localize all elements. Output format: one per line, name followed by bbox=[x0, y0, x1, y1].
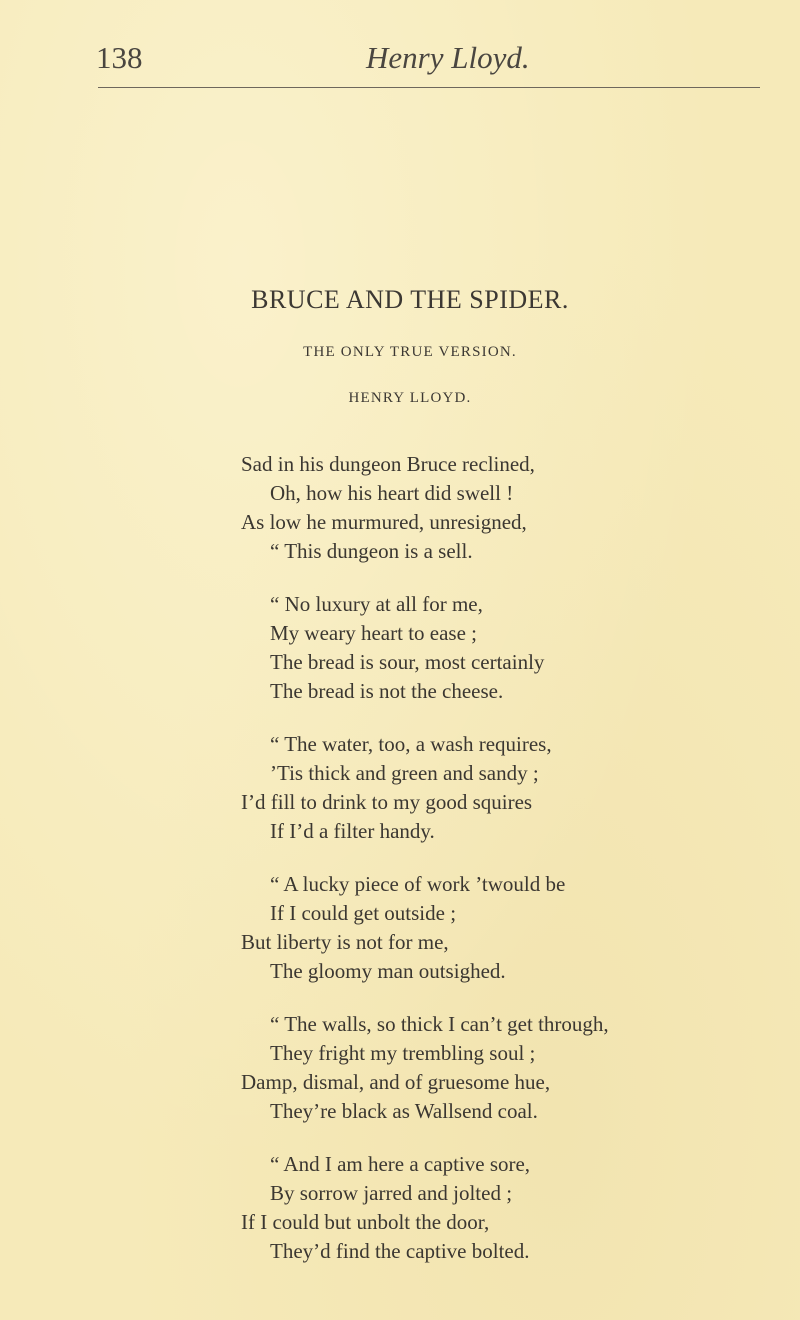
poem-line: The gloomy man outsighed. bbox=[270, 959, 506, 983]
poem-title: BRUCE AND THE SPIDER. bbox=[251, 285, 569, 314]
poem-line: “ And I am here a captive sore, bbox=[270, 1152, 531, 1176]
running-title: Henry Lloyd. bbox=[366, 40, 530, 75]
stanza-1 bbox=[241, 450, 761, 566]
poem-line: If I’d a filter handy. bbox=[270, 819, 435, 843]
poem-author: HENRY LLOYD. bbox=[348, 390, 472, 406]
page-number: 138 bbox=[96, 40, 143, 75]
poem-line: The bread is sour, most certainly bbox=[270, 650, 545, 674]
poem-line: My weary heart to ease ; bbox=[270, 621, 477, 645]
poem-line: “ No luxury at all for me, bbox=[270, 592, 483, 616]
poem-line: They’d find the captive bolted. bbox=[270, 1239, 530, 1263]
stanza-3 bbox=[241, 730, 761, 846]
poem-line: “ The water, too, a wash requires, bbox=[270, 732, 552, 756]
poem-line: By sorrow jarred and jolted ; bbox=[270, 1181, 513, 1205]
poem-line: They’re black as Wallsend coal. bbox=[270, 1099, 538, 1123]
poem-body bbox=[241, 450, 761, 1266]
poem-line: But liberty is not for me, bbox=[241, 930, 449, 954]
poem-subtitle: THE ONLY TRUE VERSION. bbox=[303, 344, 517, 360]
stanza-4 bbox=[241, 870, 761, 986]
poem-line: As low he murmured, unresigned, bbox=[241, 510, 527, 534]
line-text: Sad in his dungeon Bruce reclined, bbox=[241, 452, 535, 476]
poem-line: Damp, dismal, and of gruesome hue, bbox=[241, 1070, 551, 1094]
poem-line bbox=[241, 450, 761, 479]
poem-line: ’Tis thick and green and sandy ; bbox=[270, 761, 539, 785]
stanza-2 bbox=[241, 590, 761, 706]
poem-line: “ A lucky piece of work ’twould be bbox=[270, 872, 566, 896]
poem-line: The bread is not the cheese. bbox=[270, 679, 504, 703]
stanza-6 bbox=[241, 1150, 761, 1266]
header-rule bbox=[98, 87, 760, 88]
stanza-5 bbox=[241, 1010, 761, 1126]
poem-line: They fright my trembling soul ; bbox=[270, 1041, 536, 1065]
poem-line: “ This dungeon is a sell. bbox=[270, 539, 473, 563]
poem-line: “ The walls, so thick I can’t get through, bbox=[270, 1012, 609, 1036]
running-head bbox=[96, 38, 762, 86]
poem-line: If I could but unbolt the door, bbox=[241, 1210, 490, 1234]
poem-line: If I could get outside ; bbox=[270, 901, 457, 925]
poem-heading bbox=[160, 284, 660, 408]
poem-line: I’d fill to drink to my good squires bbox=[241, 790, 533, 814]
poem-line: Oh, how his heart did swell ! bbox=[270, 481, 514, 505]
